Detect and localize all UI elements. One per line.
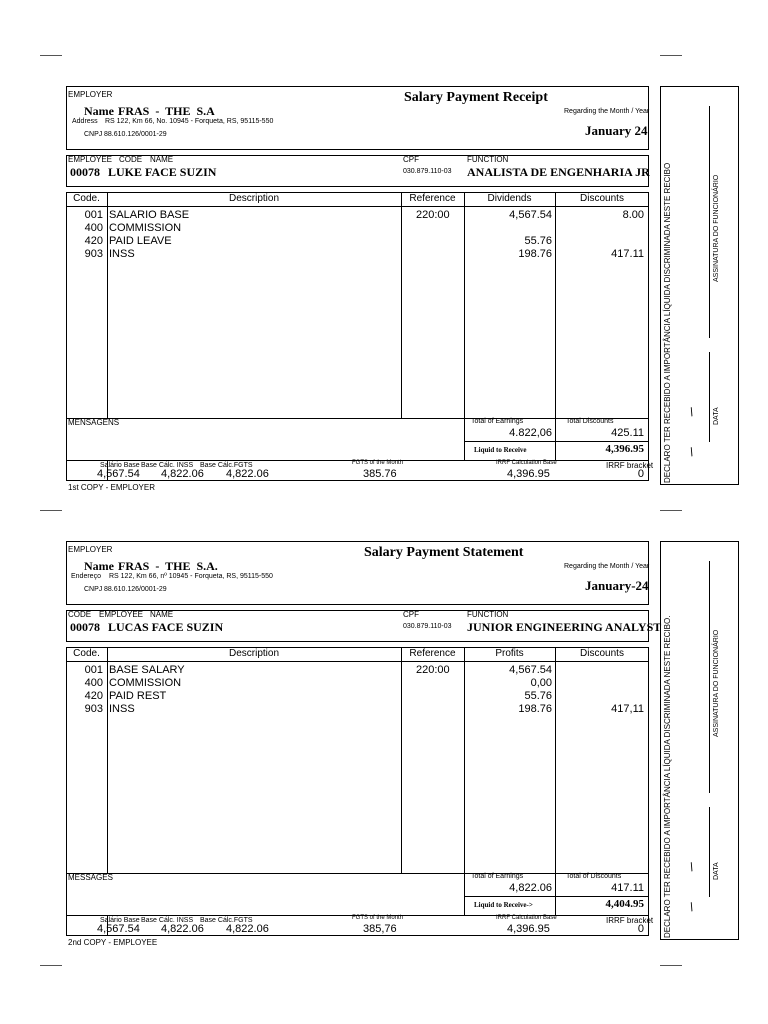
employee-name: LUCAS FACE SUZIN xyxy=(108,620,224,634)
irrf-base-value: 4,396.95 xyxy=(507,468,550,480)
base-label: Base Cálc. INSS xyxy=(141,462,194,469)
inss-base-value: 4,822.06 xyxy=(161,468,204,480)
column-header: Profits xyxy=(495,648,524,659)
address-label: Address xyxy=(72,118,98,125)
column-divider xyxy=(555,418,556,460)
document-title: Salary Payment Receipt xyxy=(404,90,548,105)
regarding-label: Regarding the Month / Year xyxy=(564,563,650,570)
column-header: Reference xyxy=(409,193,456,204)
copy-label: 1st COPY - EMPLOYER xyxy=(68,483,155,492)
row-description: SALARIO BASE xyxy=(109,209,190,221)
function-value: ANALISTA DE ENGENHARIA JR xyxy=(467,165,650,179)
function-label: FUNCTION xyxy=(467,155,509,164)
cnpj-value: 88.610.126/0001-29 xyxy=(104,586,167,593)
employee-header-1: CODE xyxy=(68,610,92,619)
cpf-label: CPF xyxy=(403,155,419,164)
address-value: RS 122, Km 66, No. 10945 - Forqueta, RS, 95115-550 xyxy=(105,118,274,125)
period-value: January-24 xyxy=(585,578,649,593)
signature-line xyxy=(709,106,710,338)
base-label: FGTS of the Month xyxy=(352,460,404,466)
date-slash: / xyxy=(687,899,696,915)
employee-header-3: NAME xyxy=(150,610,174,619)
date-label: DATA xyxy=(713,407,720,425)
declaration-text: DECLARO TER RECEBIDO A IMPORTÂNCIA LÍQUIDA DISCRIMINADA NESTE RECIBO xyxy=(663,162,672,483)
column-divider xyxy=(401,647,402,873)
cut-mark xyxy=(660,55,682,56)
row-discount: 8.00 xyxy=(622,209,644,221)
column-header: Description xyxy=(228,648,280,659)
row-description: INSS xyxy=(109,703,135,715)
signature-label: ASSINATURA DO FUNCIONÁRIO xyxy=(713,629,720,737)
row-discount: 417,11 xyxy=(611,703,644,715)
row-description: COMMISSION xyxy=(109,222,182,234)
column-header: Code. xyxy=(73,648,100,659)
messages-divider xyxy=(66,873,649,874)
base-label: Base Cálc. INSS xyxy=(141,917,194,924)
cnpj-value: 88.610.126/0001-29 xyxy=(104,131,167,138)
row-reference: 220:00 xyxy=(416,209,450,221)
salario-base-value: 4,567.54 xyxy=(97,468,140,480)
row-discount: 417.11 xyxy=(611,248,644,260)
employee-header-1: EMPLOYEE xyxy=(68,155,113,164)
row-description: COMMISSION xyxy=(109,677,182,689)
base-label: IRRF Calculation Base xyxy=(496,915,557,921)
irrf-bracket-value: 0 xyxy=(637,923,644,935)
base-label: IRRF bracket xyxy=(606,916,654,925)
column-header: Discounts xyxy=(580,193,624,204)
column-divider xyxy=(107,192,108,418)
name-label: Name xyxy=(84,559,114,573)
row-earning: 4,567.54 xyxy=(509,664,552,676)
row-earning: 55.76 xyxy=(524,690,552,702)
row-code: 001 xyxy=(84,209,103,221)
base-label: IRRF Calculation Base xyxy=(496,460,557,466)
total-earnings-label: Total of Earnings xyxy=(471,873,524,880)
cut-mark xyxy=(40,965,62,966)
row-description: INSS xyxy=(109,248,135,260)
total-discounts-value: 425.11 xyxy=(611,427,644,439)
copy-label: 2nd COPY - EMPLOYEE xyxy=(68,938,158,947)
row-earning: 4,567.54 xyxy=(509,209,552,221)
total-discounts-label: Total of Discounts xyxy=(566,873,622,880)
employee-header-2: EMPLOYEE xyxy=(99,610,144,619)
name-label: Name xyxy=(84,104,114,118)
column-divider xyxy=(401,192,402,418)
base-label: Salário Base xyxy=(100,462,140,469)
totals-divider xyxy=(464,418,465,460)
inss-base-value: 4,822.06 xyxy=(161,923,204,935)
row-code: 903 xyxy=(84,703,103,715)
salario-base-value: 4,567.54 xyxy=(97,923,140,935)
cpf-value: 030.879.110-03 xyxy=(403,623,452,630)
employee-name: LUKE FACE SUZIN xyxy=(108,165,217,179)
date-slash: / xyxy=(687,444,696,460)
column-divider xyxy=(555,192,556,418)
row-code: 903 xyxy=(84,248,103,260)
address-value: RS 122, Km 66, nº 10945 - Forqueta, RS, 95115-550 xyxy=(109,573,273,580)
total-earnings-value: 4.822,06 xyxy=(509,427,552,439)
cnpj-label: CNPJ xyxy=(84,131,103,138)
total-earnings-label: Total of Earnings xyxy=(471,418,524,425)
employee-header-2: CODE xyxy=(119,155,143,164)
date-slash: / xyxy=(687,859,696,875)
employer-label: EMPLOYER xyxy=(68,545,113,554)
signature-label: ASSINATURA DO FUNCIONÁRIO xyxy=(713,174,720,282)
function-label: FUNCTION xyxy=(467,610,509,619)
date-line xyxy=(709,352,710,442)
column-header: Reference xyxy=(409,648,456,659)
employee-code: 00078 xyxy=(70,165,100,179)
base-label: Base Cálc.FGTS xyxy=(200,917,253,924)
row-code: 400 xyxy=(84,677,103,689)
row-code: 400 xyxy=(84,222,103,234)
table-header-divider xyxy=(66,206,649,207)
base-label: Base Cálc.FGTS xyxy=(200,462,253,469)
row-earning: 198.76 xyxy=(518,703,552,715)
row-code: 420 xyxy=(84,690,103,702)
column-divider xyxy=(107,647,108,873)
company-name: FRAS - THE S.A. xyxy=(118,559,218,573)
base-label: FGTS of the Month xyxy=(352,915,404,921)
employee-header-3: NAME xyxy=(150,155,174,164)
messages-label: MESSAGES xyxy=(68,873,113,882)
cpf-value: 030.879.110-03 xyxy=(403,168,452,175)
row-description: BASE SALARY xyxy=(109,664,185,676)
messages-divider xyxy=(66,418,649,419)
employer-label: EMPLOYER xyxy=(68,90,113,99)
irrf-base-value: 4,396.95 xyxy=(507,923,550,935)
fgts-month-value: 385,76 xyxy=(363,923,397,935)
employee-code: 00078 xyxy=(70,620,100,634)
fgts-base-value: 4,822.06 xyxy=(226,468,269,480)
declaration-text: DECLARO TER RECEBIDO A IMPORTÂNCIA LÍQUIDA DISCRIMINADA NESTE RECIBO. xyxy=(663,615,672,938)
liquid-label: Liquid to Receive-> xyxy=(474,901,533,909)
fgts-month-value: 385.76 xyxy=(363,468,397,480)
signature-line xyxy=(709,561,710,793)
liquid-value: 4,404.95 xyxy=(605,898,644,910)
row-code: 001 xyxy=(84,664,103,676)
period-value: January 24 xyxy=(585,123,648,138)
company-name: FRAS - THE S.A xyxy=(118,104,215,118)
irrf-bracket-value: 0 xyxy=(637,468,644,480)
cut-mark xyxy=(40,510,62,511)
base-label: Salário Base xyxy=(100,917,140,924)
row-earning: 0,00 xyxy=(530,677,552,689)
date-label: DATA xyxy=(713,862,720,880)
row-description: PAID LEAVE xyxy=(109,235,172,247)
cnpj-label: CNPJ xyxy=(84,586,103,593)
liquid-divider xyxy=(464,441,649,442)
column-header: Dividends xyxy=(487,193,532,204)
column-divider xyxy=(464,192,465,418)
regarding-label: Regarding the Month / Year xyxy=(564,108,650,115)
total-discounts-value: 417.11 xyxy=(611,882,644,894)
messages-label: MENSAGENS xyxy=(68,418,120,427)
document-title: Salary Payment Statement xyxy=(364,545,524,560)
table-header-divider xyxy=(66,661,649,662)
liquid-label: Liquid to Receive xyxy=(474,446,527,454)
address-label: Endereço xyxy=(71,573,101,580)
function-value: JUNIOR ENGINEERING ANALYST xyxy=(467,620,662,634)
cut-mark xyxy=(660,510,682,511)
column-divider xyxy=(464,647,465,873)
row-description: PAID REST xyxy=(109,690,167,702)
fgts-base-value: 4,822.06 xyxy=(226,923,269,935)
row-earning: 55.76 xyxy=(524,235,552,247)
totals-divider xyxy=(464,873,465,915)
row-earning: 198.76 xyxy=(518,248,552,260)
base-label: IRRF bracket xyxy=(606,461,654,470)
cpf-label: CPF xyxy=(403,610,419,619)
column-header: Code. xyxy=(73,193,100,204)
liquid-value: 4,396.95 xyxy=(605,443,644,455)
row-reference: 220:00 xyxy=(416,664,450,676)
column-header: Discounts xyxy=(580,648,624,659)
date-line xyxy=(709,807,710,897)
cut-mark xyxy=(40,55,62,56)
total-earnings-value: 4,822.06 xyxy=(509,882,552,894)
row-code: 420 xyxy=(84,235,103,247)
column-divider xyxy=(555,873,556,915)
cut-mark xyxy=(660,965,682,966)
column-divider xyxy=(555,647,556,873)
liquid-divider xyxy=(464,896,649,897)
total-discounts-label: Total Discounts xyxy=(566,418,614,425)
date-slash: / xyxy=(687,404,696,420)
column-header: Description xyxy=(228,193,280,204)
